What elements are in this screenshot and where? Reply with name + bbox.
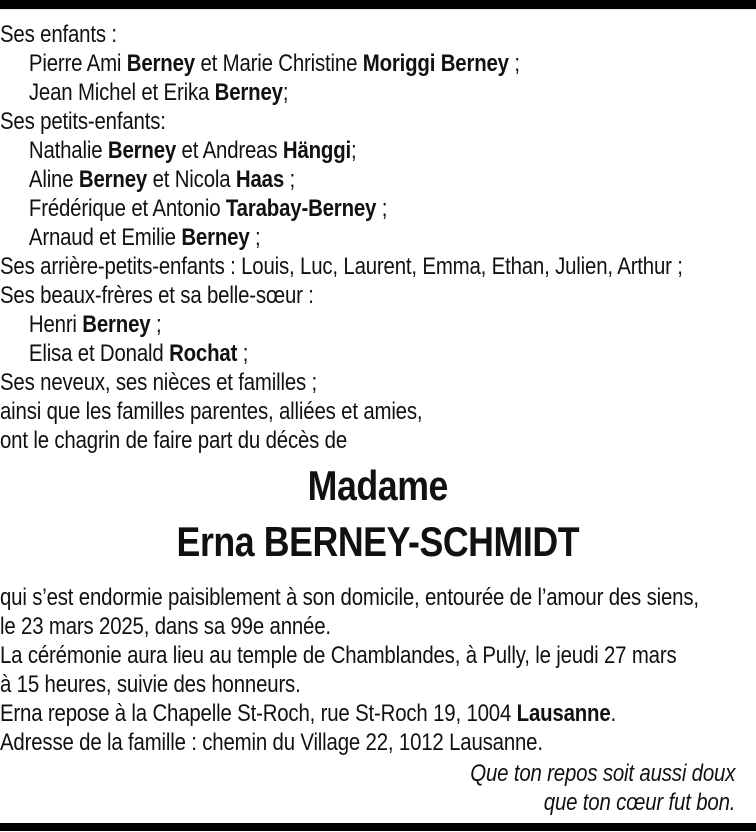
text-segment: ; — [282, 79, 289, 106]
surname-emphasis: Berney — [78, 166, 148, 193]
family-line — [0, 281, 756, 310]
text-segment: Adresse de la famille : chemin du Village 22, 1012 Lausanne. — [0, 729, 543, 756]
text-segment: ; — [150, 311, 162, 338]
body-line — [0, 583, 756, 612]
family-line — [0, 49, 756, 78]
family-line — [0, 107, 756, 136]
epitaph-line-1: Que ton repos soit aussi doux — [470, 760, 736, 787]
family-line — [0, 310, 756, 339]
surname-emphasis: Moriggi Berney — [362, 50, 509, 77]
surname-emphasis: Berney — [82, 311, 151, 338]
family-line — [0, 397, 756, 426]
text-segment: ; — [508, 50, 520, 77]
text-segment: . — [610, 700, 617, 727]
body-line — [0, 641, 756, 670]
epitaph — [0, 759, 756, 817]
family-line — [0, 426, 756, 455]
body-line — [0, 728, 756, 757]
surname-emphasis: Berney — [181, 224, 250, 251]
family-line — [0, 368, 756, 397]
family-line — [0, 194, 756, 223]
family-line — [0, 165, 756, 194]
text-segment: Arnaud et Emilie — [28, 224, 182, 251]
family-list — [0, 20, 756, 455]
text-segment: à 15 heures, suivie des honneurs. — [0, 671, 301, 698]
text-segment: ont le chagrin de faire part du décès de — [0, 427, 348, 454]
body-line — [0, 612, 756, 641]
surname-emphasis: Berney — [126, 50, 195, 77]
notice-body — [0, 583, 756, 757]
text-segment: Ses beaux-frères et sa belle-sœur : — [0, 282, 314, 309]
text-segment: Henri — [28, 311, 83, 338]
text-segment: ; — [351, 137, 357, 164]
surname-emphasis: Haas — [235, 166, 285, 193]
text-segment: Erna repose à la Chapelle St-Roch, rue St-Roch 19, 1004 — [0, 700, 517, 727]
deceased-name: Erna BERNEY-SCHMIDT — [176, 518, 580, 565]
text-segment: Pierre Ami — [28, 50, 127, 77]
family-line — [0, 20, 756, 49]
family-line — [0, 136, 756, 165]
text-segment: Jean Michel et Erika — [28, 79, 215, 106]
text-segment: ; — [376, 195, 388, 222]
surname-emphasis: Hänggi — [282, 137, 352, 164]
text-segment: Aline — [28, 166, 79, 193]
text-segment: ; — [284, 166, 296, 193]
text-segment: Elisa et Donald — [28, 340, 170, 367]
family-line — [0, 252, 756, 281]
text-segment: et Andreas — [176, 137, 283, 164]
text-segment: Ses enfants : — [0, 21, 117, 48]
family-line — [0, 78, 756, 107]
text-segment: ainsi que les familles parentes, alliées et amies, — [0, 398, 423, 425]
deceased-title-block — [0, 458, 756, 570]
body-line — [0, 699, 756, 728]
surname-emphasis: Berney — [107, 137, 177, 164]
surname-emphasis: Rochat — [169, 340, 238, 367]
text-segment: et Nicola — [147, 166, 236, 193]
text-segment: Frédérique et Antonio — [28, 195, 226, 222]
deceased-title: Madame — [307, 462, 448, 509]
epitaph-line-2: que ton cœur fut bon. — [543, 789, 736, 816]
text-segment: Ses petits-enfants: — [0, 108, 166, 135]
text-segment: Ses neveux, ses nièces et familles ; — [0, 369, 318, 396]
top-border-bar — [0, 0, 756, 10]
text-segment: La cérémonie aura lieu au temple de Chamblandes, à Pully, le jeudi 27 mars — [0, 642, 677, 669]
text-segment: ; — [249, 224, 261, 251]
surname-emphasis: Berney — [214, 79, 283, 106]
text-segment: Ses arrière-petits-enfants : Louis, Luc, Laurent, Emma, Ethan, Julien, Arthur ; — [0, 253, 683, 280]
family-line — [0, 339, 756, 368]
text-segment: le 23 mars 2025, dans sa 99e année. — [0, 613, 331, 640]
text-segment: Nathalie — [28, 137, 108, 164]
text-segment: ; — [237, 340, 249, 367]
text-segment: et Marie Christine — [194, 50, 363, 77]
surname-emphasis: Tarabay-Berney — [225, 195, 377, 222]
surname-emphasis: Lausanne — [516, 700, 611, 727]
text-segment: qui s’est endormie paisiblement à son domicile, entourée de l’amour des siens, — [0, 584, 699, 611]
bottom-border-bar — [0, 823, 756, 831]
family-line — [0, 223, 756, 252]
death-notice — [0, 10, 756, 817]
body-line — [0, 670, 756, 699]
